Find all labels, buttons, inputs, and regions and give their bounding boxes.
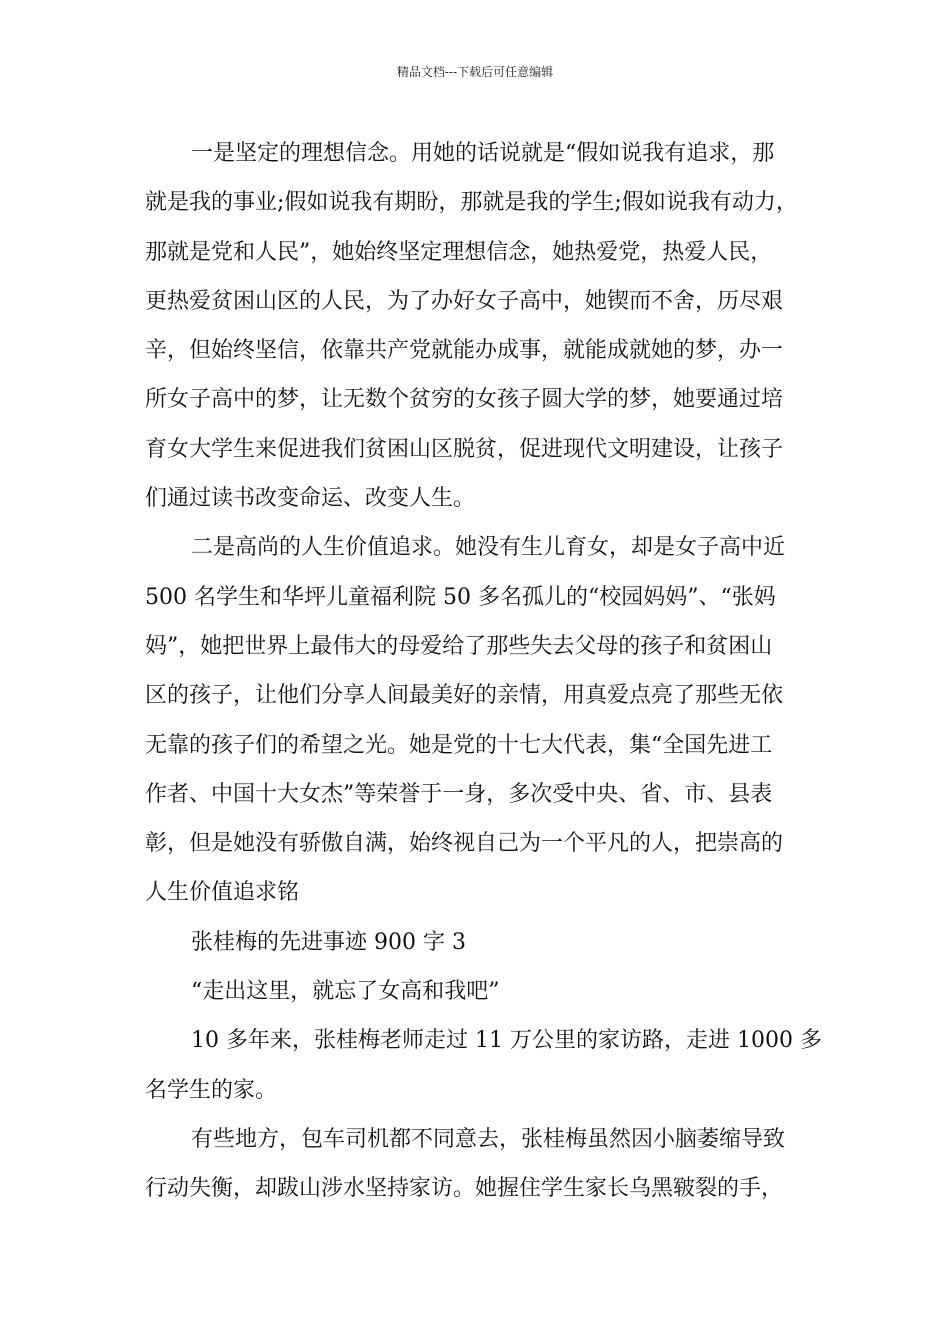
text-line: 所女子高中的梦，让无数个贫穷的女孩子圆大学的梦，她要通过培 (145, 387, 784, 413)
text-line: 500 名学生和华坪儿童福利院 50 多名孤儿的“校园妈妈”、“张妈 (145, 584, 776, 610)
text-line: 一是坚定的理想信念。用她的话说就是“假如说我有追求，那 (191, 141, 775, 166)
subheading-quote: “走出这里，就忘了女高和我吧” (191, 979, 500, 1005)
section-title: 张桂梅的先进事迹 900 字 3 (191, 929, 466, 955)
text-line: 有些地方，包车司机都不同意去，张桂梅虽然因小脑萎缩导致 (191, 1126, 786, 1152)
text-line: 10 多年来，张桂梅老师走过 11 万公里的家访路，走进 1000 多 (191, 1028, 822, 1054)
text-line: 辛，但始终坚信，依靠共产党就能办成事，就能成就她的梦，办一 (145, 338, 784, 364)
page-header: 精品文档---下载后可任意编辑 (396, 65, 554, 79)
text-line: 无靠的孩子们的希望之光。她是党的十七大代表，集“全国先进工 (145, 732, 773, 758)
text-line: 名学生的家。 (145, 1077, 278, 1103)
document-body (145, 129, 822, 1214)
text-line: 们通过读书改变命运、改变人生。 (145, 486, 476, 512)
text-line: 育女大学生来促进我们贫困山区脱贫，促进现代文明建设，让孩子 (145, 436, 784, 462)
text-line: 行动失衡，却跋山涉水坚持家访。她握住学生家长乌黑皲裂的手， (145, 1176, 784, 1202)
text-line: 作者、中国十大女杰”等荣誉于一身，多次受中央、省、市、县表 (145, 781, 773, 807)
text-line: 那就是党和人民”，她始终坚定理想信念，她热爱党，热爱人民， (145, 239, 773, 265)
text-line: 二是高尚的人生价值追求。她没有生儿育女，却是女子高中近 (191, 535, 786, 561)
text-line: 区的孩子，让他们分享人间最美好的亲情，用真爱点亮了那些无依 (145, 683, 784, 709)
text-line: 就是我的事业;假如说我有期盼，那就是我的学生;假如说我有动力， (145, 190, 798, 216)
text-line: 妈”，她把世界上最伟大的母爱给了那些失去父母的孩子和贫困山 (145, 633, 773, 659)
text-line: 人生价值追求铭 (145, 880, 300, 906)
text-line: 彰，但是她没有骄傲自满，始终视自己为一个平凡的人，把崇高的 (145, 831, 784, 857)
text-line: 更热爱贫困山区的人民，为了办好女子高中，她锲而不舍，历尽艰 (145, 288, 784, 314)
